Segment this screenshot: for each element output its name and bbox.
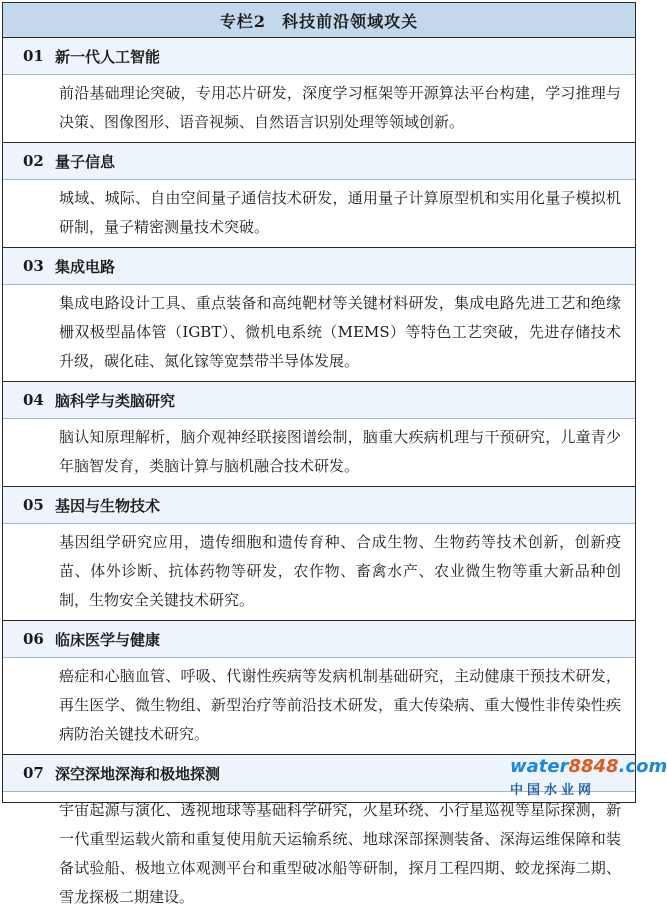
section-number: 01 (23, 47, 44, 65)
section-body: 脑认知原理解析，脑介观神经联接图谱绘制，脑重大疾病机理与干预研究，儿童青少年脑智发育，类脑计算与脑机融合技术研发。 (59, 428, 621, 475)
watermark-brand-a: water (510, 756, 569, 777)
section-brain (3, 382, 635, 487)
section-title: 量子信息 (55, 152, 116, 171)
section-number: 05 (23, 496, 44, 514)
watermark-logo (510, 756, 667, 801)
section-number: 06 (23, 630, 44, 648)
section-number: 04 (23, 391, 44, 409)
section-number: 07 (23, 764, 44, 782)
watermark-brand-b: 8848 (568, 756, 619, 777)
section-title: 深空深地深海和极地探测 (55, 764, 221, 783)
watermark-suffix: .com (618, 756, 667, 777)
watermark-cn: 中国水业网 (510, 783, 596, 798)
section-number: 03 (23, 257, 44, 275)
section-title: 脑科学与类脑研究 (55, 391, 176, 410)
section-header (3, 621, 635, 658)
section-title: 集成电路 (55, 257, 116, 276)
panel-title-text: 科技前沿领域攻关 (282, 11, 419, 31)
section-biotech (3, 487, 635, 621)
section-header (3, 487, 635, 524)
section-header (3, 143, 635, 180)
section-title: 基因与生物技术 (55, 496, 161, 515)
section-header (3, 382, 635, 419)
section-ic (3, 248, 635, 382)
section-body: 集成电路设计工具、重点装备和高纯靶材等关键材料研发，集成电路先进工艺和绝缘栅双极型晶体管（IGBT）、微机电系统（MEMS）等特色工艺突破，先进存储技术升级，碳化硅、氮化镓等宽禁带半导体发展。 (59, 294, 621, 370)
section-title: 新一代人工智能 (55, 47, 161, 66)
feature-panel (2, 2, 636, 906)
section-body: 城域、城际、自由空间量子通信技术研发，通用量子计算原型机和实用化量子模拟机研制，量子精密测量技术突破。 (59, 189, 621, 236)
section-body: 基因组学研究应用，遗传细胞和遗传育种、合成生物、生物药等技术创新，创新疫苗、体外诊断、抗体药物等研发，农作物、畜禽水产、农业微生物等重大新品种创制，生物安全关键技术研究。 (59, 533, 621, 609)
section-header (3, 248, 635, 285)
section-ai (3, 38, 635, 143)
panel-title (3, 3, 635, 38)
section-number: 02 (23, 152, 44, 170)
section-body: 前沿基础理论突破，专用芯片研发，深度学习框架等开源算法平台构建，学习推理与决策、图像图形、语音视频、自然语言识别处理等领域创新。 (59, 84, 621, 131)
section-quantum (3, 143, 635, 248)
section-body: 宇宙起源与演化、透视地球等基础科学研究，火星环绕、小行星巡视等星际探测，新一代重型运载火箭和重复使用航天运输系统、地球深部探测装备、深海运维保障和装备试验船、极地立体观测平台和重型破冰船等研制，探月工程四期、蛟龙探海二期、雪龙探极二期建设。 (59, 801, 621, 906)
section-header (3, 38, 635, 75)
panel-title-label: 专栏2 (219, 11, 267, 31)
section-clinical (3, 621, 635, 755)
section-body: 癌症和心脑血管、呼吸、代谢性疾病等发病机制基础研究，主动健康干预技术研发，再生医学、微生物组、新型治疗等前沿技术研发，重大传染病、重大慢性非传染性疾病防治关键技术研究。 (59, 667, 621, 743)
section-title: 临床医学与健康 (55, 630, 161, 649)
